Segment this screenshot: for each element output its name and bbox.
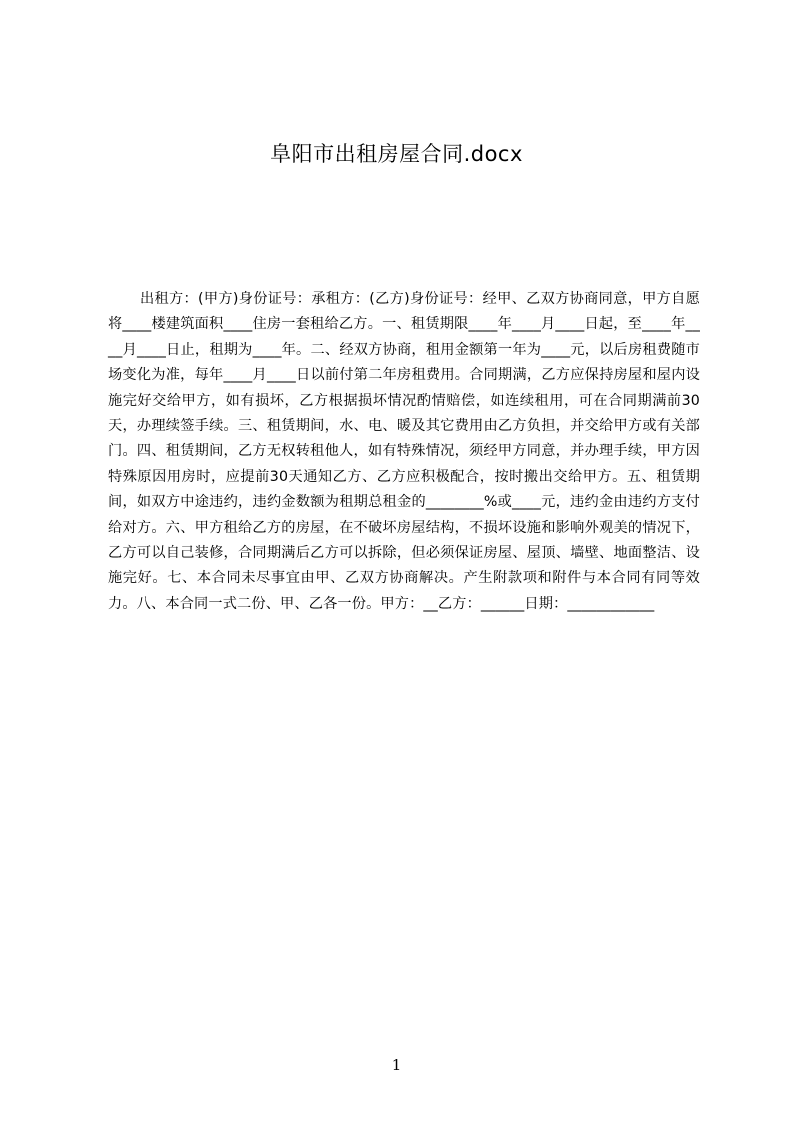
- document-title: 阜阳市出租房屋合同.docx: [270, 142, 523, 166]
- page-number: 1: [391, 1056, 402, 1074]
- contract-body-text: 出租方：(甲方)身份证号：承租方：(乙方)身份证号：经甲、乙双方协商同意，甲方自愿将____楼建筑面积____住房一套租给乙方。一、租赁期限____年____月____日起，至____年____月____日止，租期为____年。二、经双方协商，租用金额第一年为____元，以后房租费随市场变化为准，每年____月____日以前付第二年房租费用。合同期满，乙方应保持房屋和屋内设施完好交给甲方，如有损坏，乙方根据损坏情况酌情赔偿，如连续租用，可在合同期满前30天，办理续签手续。三、租赁期间，水、电、暖及其它费用由乙方负担，并交给甲方或有关部门。四、租赁期间，乙方无权转租他人，如有特殊情况，须经甲方同意，并办理手续，甲方因特殊原因用房时，应提前30天通知乙方、乙方应积极配合，按时搬出交给甲方。五、租赁期间，如双方中途违约，违约金数额为租期总租金的________%或____元，违约金由违约方支付给对方。六、甲方租给乙方的房屋，在不破坏房屋结构，不损坏设施和影响外观美的情况下，乙方可以自己装修，合同期满后乙方可以拆除，但必须保证房屋、屋顶、墙壁、地面整洁、设施完好。七、本合同未尽事宜由甲、乙双方协商解决。产生附款项和附件与本合同有同等效力。八、本合同一式二份、甲、乙各一份。甲方：__乙方：______日期：____________: [108, 291, 700, 612]
